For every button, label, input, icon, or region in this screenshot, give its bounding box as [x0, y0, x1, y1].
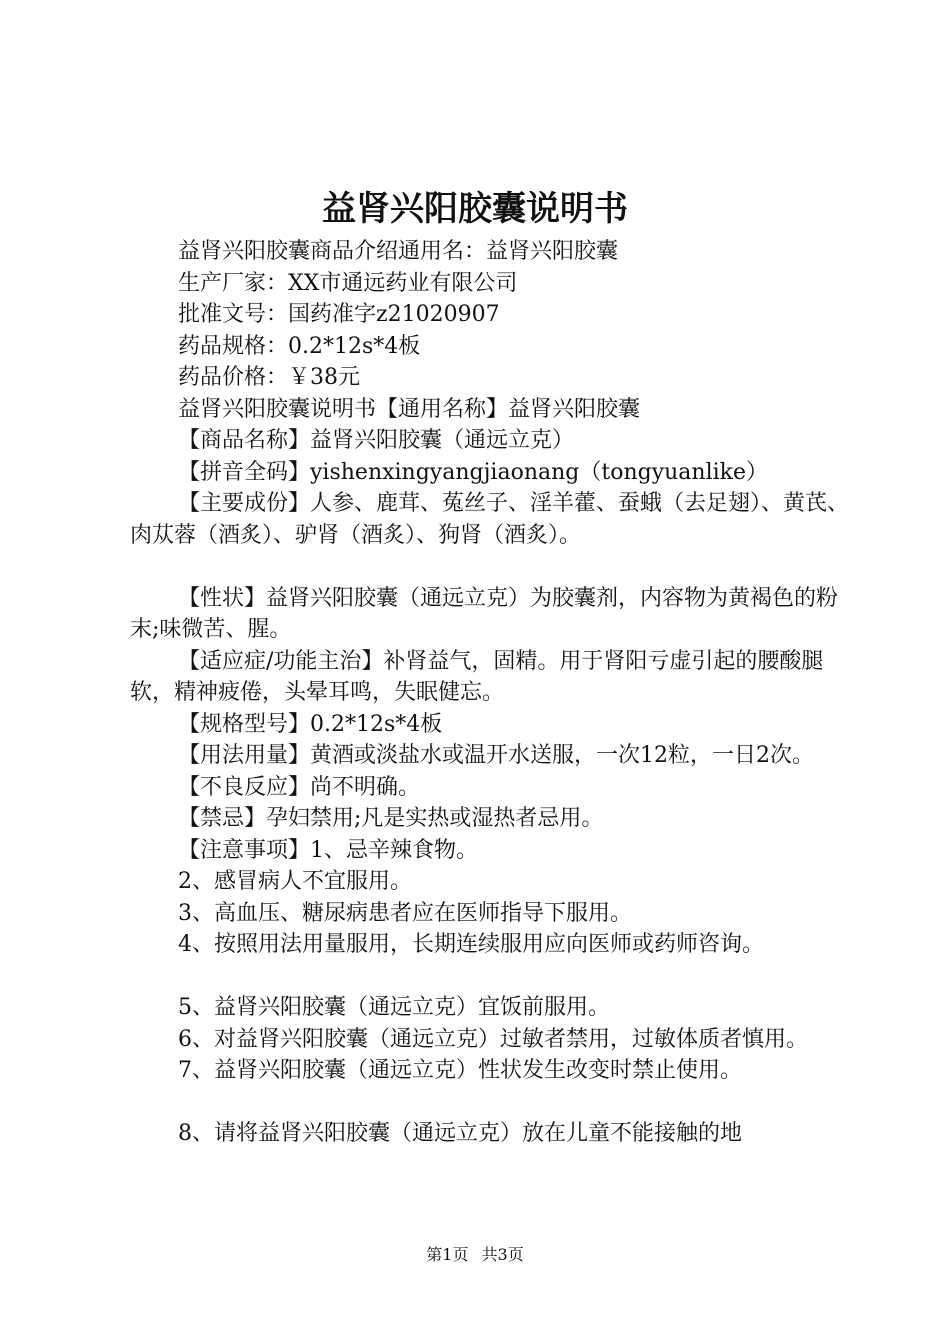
paragraph-generic-name: 益肾兴阳胶囊说明书【通用名称】益肾兴阳胶囊: [178, 396, 641, 422]
paragraph-spacer: [130, 961, 850, 993]
paragraph-precautions-4: 4、按照用法用量服用，长期连续服用应向医师或药师咨询。: [178, 932, 764, 957]
page-footer: [0, 1243, 950, 1267]
paragraph-dosage: 【用法用量】黄酒或淡盐水或温开水送服，一次12粒，一日2次。: [178, 743, 814, 768]
paragraph-manufacturer: 生产厂家：XX市通远药业有限公司: [178, 270, 518, 296]
paragraph-ingredients: 【主要成份】人参、鹿茸、菟丝子、淫羊藿、蚕蛾（去足翅）、黄芪、肉苁蓉（酒炙）、驴肾（酒炙）、狗肾（酒炙）。: [130, 491, 850, 548]
paragraph-indications: 【适应症/功能主治】补肾益气，固精。用于肾阳亏虚引起的腰酸腿软，精神疲倦，头晕耳鸣，失眠健忘。: [130, 648, 824, 705]
document-body: [130, 236, 850, 1150]
paragraph-precautions-1: 【注意事项】1、忌辛辣食物。: [178, 837, 478, 863]
page-title: 益肾兴阳胶囊说明书: [322, 189, 628, 229]
paragraph-characteristics: 【性状】益肾兴阳胶囊（通远立克）为胶囊剂，内容物为黄褐色的粉末;味微苦、腥。: [130, 585, 839, 642]
page-number-total: 共3页: [481, 1245, 524, 1264]
paragraph-model: 【规格型号】0.2*12s*4板: [178, 711, 443, 737]
paragraph-precautions-8: 8、请将益肾兴阳胶囊（通远立克）放在儿童不能接触的地: [178, 1121, 742, 1146]
paragraph-contraindications: 【禁忌】孕妇禁用;凡是实热或湿热者忌用。: [178, 806, 604, 831]
paragraph-spacer: [130, 551, 850, 583]
paragraph-precautions-5: 5、益肾兴阳胶囊（通远立克）宜饭前服用。: [178, 995, 610, 1020]
paragraph-precautions-7: 7、益肾兴阳胶囊（通远立克）性状发生改变时禁止使用。: [178, 1058, 742, 1083]
paragraph-precautions-3: 3、高血压、糖尿病患者应在医师指导下服用。: [178, 900, 632, 926]
paragraph-pinyin: 【拼音全码】yishenxingyangjiaonang（tongyuanlike）: [178, 459, 769, 485]
page-number-current: 第1页: [426, 1245, 469, 1264]
paragraph-specification: 药品规格：0.2*12s*4板: [178, 333, 421, 359]
paragraph-trade-name: 【商品名称】益肾兴阳胶囊（通远立克）: [178, 428, 575, 453]
paragraph-price: 药品价格：￥38元: [178, 365, 360, 390]
paragraph-product-intro: 益肾兴阳胶囊商品介绍通用名：益肾兴阳胶囊: [178, 239, 619, 264]
paragraph-adverse-reactions: 【不良反应】尚不明确。: [178, 774, 421, 800]
paragraph-precautions-2: 2、感冒病人不宜服用。: [178, 869, 412, 894]
paragraph-approval-number: 批准文号：国药准字z21020907: [178, 302, 500, 327]
paragraph-spacer: [130, 1087, 850, 1119]
paragraph-precautions-6: 6、对益肾兴阳胶囊（通远立克）过敏者禁用，过敏体质者慎用。: [178, 1026, 808, 1052]
